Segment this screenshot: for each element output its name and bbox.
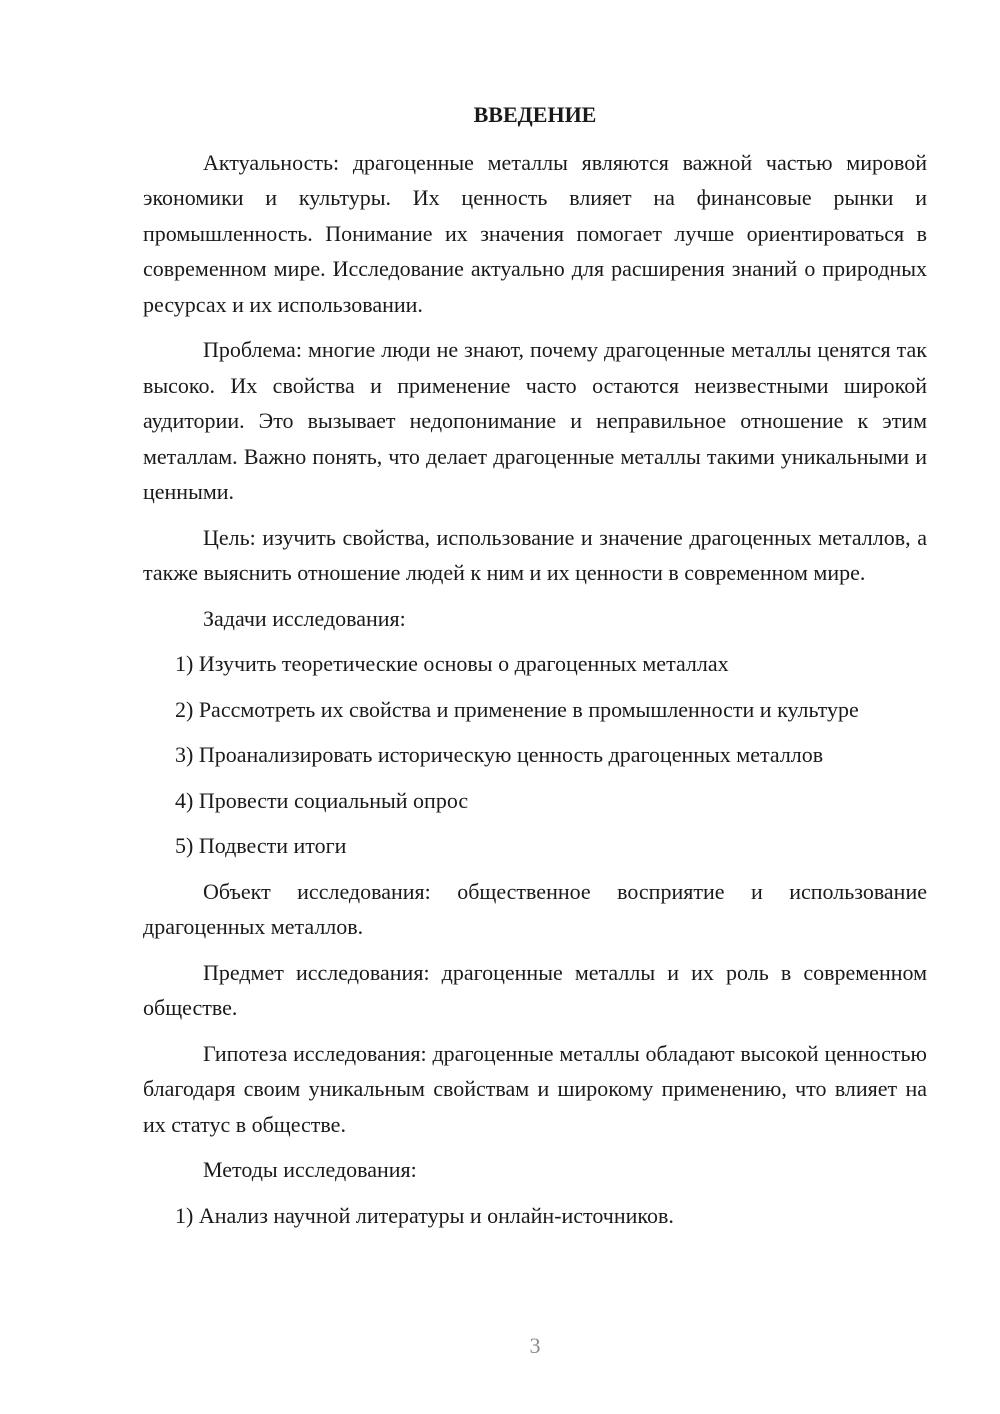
paragraph-problem: Проблема: многие люди не знают, почему драгоценные металлы ценятся так высоко. Их свойства и применение часто остаются неизвестными широкой аудитории. Это вызывает недопонимание и неправильное отношение к этим металлам. Важно понять, что делает драгоценные металлы такими уникальными и ценными. [143, 337, 927, 504]
paragraph-relevance: Актуальность: драгоценные металлы являются важной частью мировой экономики и культуры. Их ценность влияет на финансовые рынки и промышленность. Понимание их значения помогает лучше ориентироваться в современном мире. Исследование актуально для расширения знаний о природных ресурсах и их использовании. [143, 149, 927, 317]
task-item-2: 2) Рассмотреть их свойства и применение в промышленности и культуре [175, 696, 859, 722]
tasks-heading: Задачи исследования: [203, 605, 406, 631]
paragraph-goal: Цель: изучить свойства, использование и значение драгоценных металлов, а также выяснить отношение людей к ним и их ценности в современном мире. [143, 524, 927, 585]
task-item-3: 3) Проанализировать историческую ценность драгоценных металлов [175, 742, 824, 767]
page-number: 3 [529, 1333, 541, 1358]
method-item-1: 1) Анализ научной литературы и онлайн-источников. [175, 1202, 674, 1228]
methods-heading: Методы исследования: [203, 1157, 417, 1182]
paragraph-hypothesis: Гипотеза исследования: драгоценные металлы обладают высокой ценностью благодаря своим уникальным свойствам и широкому применению, что влияет на их статус в обществе. [143, 1040, 927, 1137]
task-item-4: 4) Провести социальный опрос [175, 787, 469, 813]
task-item-5: 5) Подвести итоги [175, 833, 347, 858]
task-item-1: 1) Изучить теоретические основы о драгоценных металлах [175, 651, 729, 676]
paragraph-subject: Предмет исследования: драгоценные металлы и их роль в современном обществе. [143, 959, 927, 1020]
paragraph-object: Объект исследования: общественное восприятие и использование драгоценных металлов. [143, 878, 927, 939]
page-title: ВВЕДЕНИЕ [473, 102, 597, 127]
document-page [143, 97, 927, 1243]
